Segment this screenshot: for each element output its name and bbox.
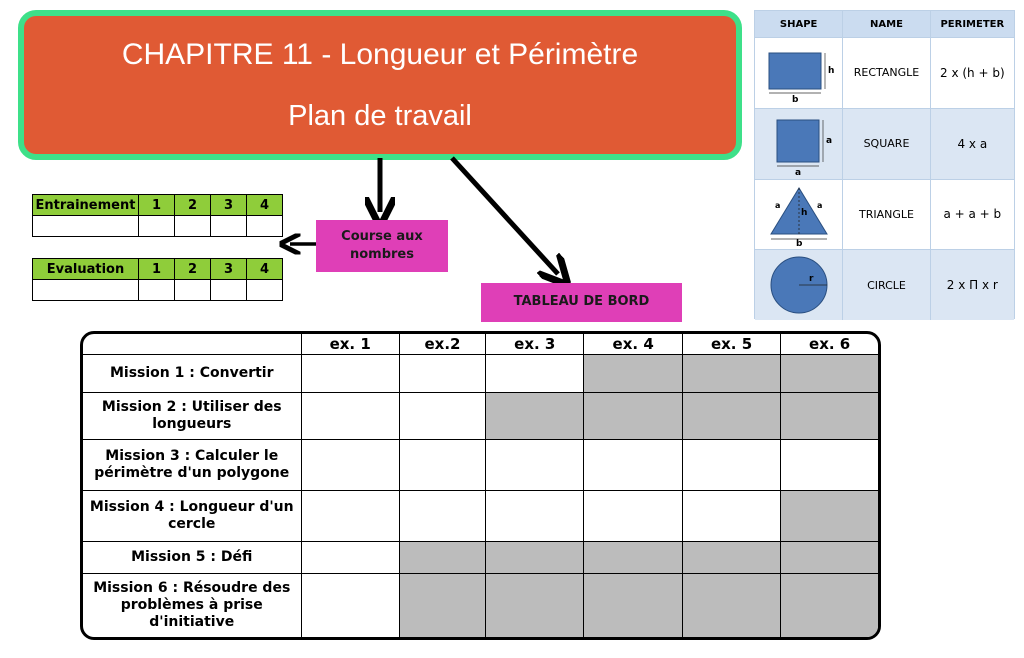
mission-cell[interactable] bbox=[301, 490, 399, 541]
shape-header: SHAPE bbox=[779, 18, 818, 30]
mission-cell bbox=[682, 354, 780, 392]
plan-subtitle: Plan de travail bbox=[288, 100, 472, 132]
mission-cell bbox=[486, 392, 584, 439]
evaluation-cell[interactable] bbox=[247, 280, 283, 301]
shape-perimeter: a + a + b bbox=[930, 180, 1014, 250]
entrainement-col: 4 bbox=[247, 195, 283, 216]
square-icon bbox=[755, 109, 842, 179]
arrow-diagonal-icon bbox=[452, 158, 558, 274]
mission-cell[interactable] bbox=[399, 392, 485, 439]
mission-cell[interactable] bbox=[486, 490, 584, 541]
mission-cell[interactable] bbox=[301, 354, 399, 392]
mission-cell[interactable] bbox=[682, 490, 780, 541]
mission-cell bbox=[584, 573, 682, 637]
shape-row-rectangle bbox=[755, 37, 1014, 108]
mission-label: Mission 6 : Résoudre des problèmes à prise d'initiative bbox=[83, 573, 301, 637]
course-aux-nombres-text: Course aux nombres bbox=[341, 228, 423, 262]
title-banner bbox=[18, 10, 742, 160]
circle-icon bbox=[755, 250, 842, 320]
mission-cell bbox=[486, 573, 584, 637]
mission-cell[interactable] bbox=[781, 439, 878, 490]
mission-cell[interactable] bbox=[399, 439, 485, 490]
course-aux-nombres-label bbox=[316, 220, 448, 272]
mission-cell[interactable] bbox=[399, 354, 485, 392]
mission-row bbox=[83, 573, 878, 637]
evaluation-col: 2 bbox=[175, 259, 211, 280]
mission-row bbox=[83, 490, 878, 541]
entrainement-col: 3 bbox=[211, 195, 247, 216]
perimeter-header: PERIMETER bbox=[930, 11, 1014, 37]
evaluation-label: Evaluation bbox=[33, 259, 139, 280]
name-header: NAME bbox=[842, 11, 929, 37]
rect-h-label: h bbox=[827, 65, 835, 76]
entrainement-cell[interactable] bbox=[33, 216, 139, 237]
evaluation-cell[interactable] bbox=[175, 280, 211, 301]
mission-row bbox=[83, 439, 878, 490]
mission-label: Mission 1 : Convertir bbox=[83, 354, 301, 392]
mission-cell[interactable] bbox=[682, 439, 780, 490]
tableau-de-bord-text: TABLEAU DE BORD bbox=[513, 294, 650, 310]
mission-cell bbox=[781, 392, 878, 439]
ex-header: ex. 5 bbox=[682, 334, 780, 354]
triangle-icon bbox=[755, 180, 842, 250]
mission-cell[interactable] bbox=[584, 439, 682, 490]
ex-header: ex. 4 bbox=[584, 334, 682, 354]
mission-cell bbox=[584, 392, 682, 439]
mission-cell bbox=[781, 573, 878, 637]
entrainement-cell[interactable] bbox=[211, 216, 247, 237]
missions-table bbox=[83, 334, 878, 637]
rectangle-icon bbox=[755, 38, 842, 108]
corner-cell bbox=[83, 334, 301, 354]
mission-cell bbox=[486, 541, 584, 573]
mission-cell[interactable] bbox=[301, 439, 399, 490]
mission-row bbox=[83, 392, 878, 439]
shape-name: SQUARE bbox=[842, 109, 929, 179]
mission-cell bbox=[399, 573, 485, 637]
mission-cell bbox=[584, 541, 682, 573]
entrainement-cell[interactable] bbox=[247, 216, 283, 237]
evaluation-col: 3 bbox=[211, 259, 247, 280]
square-base-label: a bbox=[794, 167, 801, 176]
entrainement-cell[interactable] bbox=[175, 216, 211, 237]
mission-cell[interactable] bbox=[301, 392, 399, 439]
shape-row-circle bbox=[755, 249, 1014, 320]
shape-name: RECTANGLE bbox=[842, 38, 929, 108]
circle-r-label: r bbox=[808, 274, 814, 285]
triangle-h-label: h bbox=[800, 208, 808, 219]
mission-cell bbox=[682, 541, 780, 573]
ex-header: ex. 6 bbox=[781, 334, 878, 354]
mission-cell bbox=[399, 541, 485, 573]
mission-row bbox=[83, 354, 878, 392]
shape-row-square bbox=[755, 108, 1014, 179]
mission-cell[interactable] bbox=[486, 439, 584, 490]
mission-cell bbox=[781, 541, 878, 573]
mission-cell bbox=[781, 354, 878, 392]
mission-cell[interactable] bbox=[399, 490, 485, 541]
evaluation-cell[interactable] bbox=[33, 280, 139, 301]
entrainement-label: Entrainement bbox=[33, 195, 139, 216]
evaluation-table bbox=[32, 258, 283, 301]
entrainement-cell[interactable] bbox=[139, 216, 175, 237]
mission-cell[interactable] bbox=[301, 541, 399, 573]
evaluation-col: 1 bbox=[139, 259, 175, 280]
mission-cell[interactable] bbox=[584, 490, 682, 541]
shape-row-triangle bbox=[755, 179, 1014, 250]
perimeter-formulas-table bbox=[754, 10, 1015, 319]
shape-perimeter: 4 x a bbox=[930, 109, 1014, 179]
triangle-a-right: a bbox=[816, 201, 823, 211]
shape-name: CIRCLE bbox=[842, 250, 929, 320]
mission-row bbox=[83, 541, 878, 573]
shape-perimeter: 2 x (h + b) bbox=[930, 38, 1014, 108]
mission-cell bbox=[682, 392, 780, 439]
mission-cell bbox=[781, 490, 878, 541]
evaluation-cell[interactable] bbox=[211, 280, 247, 301]
ex-header: ex. 3 bbox=[486, 334, 584, 354]
evaluation-cell[interactable] bbox=[139, 280, 175, 301]
shape-name: TRIANGLE bbox=[842, 180, 929, 250]
mission-label: Mission 4 : Longueur d'un cercle bbox=[83, 490, 301, 541]
entrainement-table bbox=[32, 194, 283, 237]
chapter-title: CHAPITRE 11 - Longueur et Périmètre bbox=[121, 38, 639, 71]
mission-cell[interactable] bbox=[301, 573, 399, 637]
mission-label: Mission 2 : Utiliser des longueurs bbox=[83, 392, 301, 439]
mission-cell bbox=[682, 573, 780, 637]
mission-cell bbox=[584, 354, 682, 392]
entrainement-col: 2 bbox=[175, 195, 211, 216]
triangle-a-left: a bbox=[774, 201, 781, 211]
shapes-header-row bbox=[755, 11, 1014, 37]
mission-label: Mission 5 : Défi bbox=[83, 541, 301, 573]
missions-table-frame bbox=[80, 331, 881, 640]
triangle-b-label: b bbox=[795, 239, 803, 247]
ex-header: ex. 1 bbox=[301, 334, 399, 354]
entrainement-col: 1 bbox=[139, 195, 175, 216]
tableau-de-bord-label bbox=[481, 283, 682, 322]
shape-perimeter: 2 x Π x r bbox=[930, 250, 1014, 320]
ex-header: ex.2 bbox=[399, 334, 485, 354]
mission-cell[interactable] bbox=[486, 354, 584, 392]
mission-label: Mission 3 : Calculer le périmètre d'un polygone bbox=[83, 439, 301, 490]
rect-b-label: b bbox=[791, 94, 799, 103]
missions-header-row bbox=[83, 334, 878, 354]
square-side-label: a bbox=[825, 135, 832, 146]
evaluation-col: 4 bbox=[247, 259, 283, 280]
